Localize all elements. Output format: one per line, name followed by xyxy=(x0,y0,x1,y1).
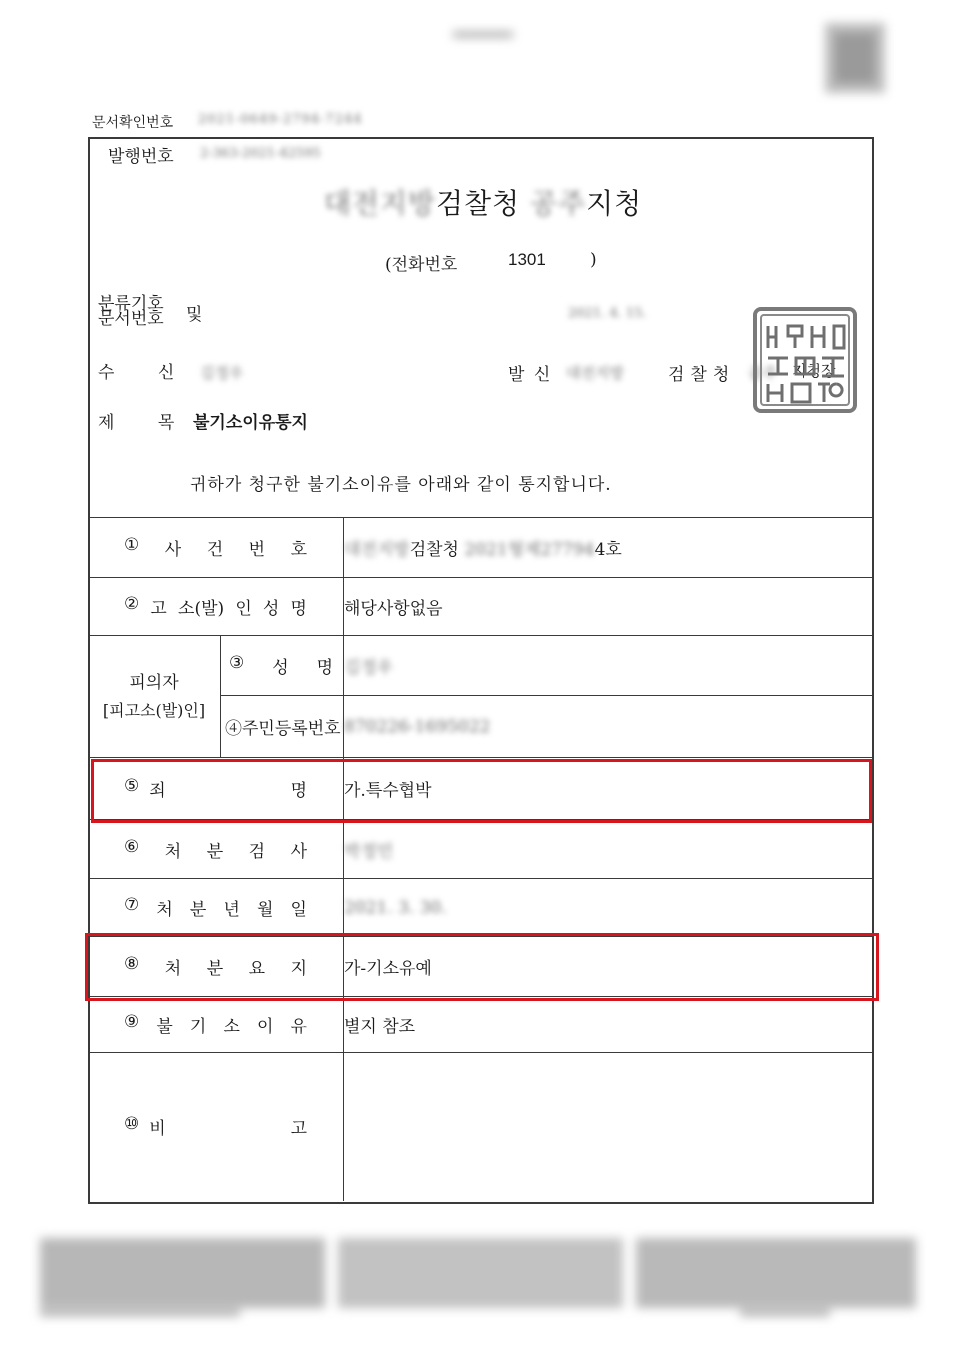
row-value-non-indictment-reason: 별지 참조 xyxy=(344,997,875,1053)
suspect-group-label: 피의자 [피고소(발)인] xyxy=(88,636,221,758)
classification-line-1: 분류기호 xyxy=(98,294,164,314)
agency-name-mid: 검찰청 xyxy=(435,187,521,220)
table-row xyxy=(88,636,874,696)
recipient-label: 수 신 xyxy=(98,363,175,383)
classification-and: 및 xyxy=(186,305,203,325)
row-value-disposition-summary: 가-기소유예 xyxy=(344,937,875,997)
table-row xyxy=(88,518,874,578)
row-label-remarks: ⑩ 비 고 xyxy=(88,1053,344,1201)
agency-name-blur: 대전지방 xyxy=(323,187,436,220)
highlight-charge-row xyxy=(91,759,872,823)
phone-number: 1301 xyxy=(508,250,546,269)
row-label-disposition-summary: ⑧ 처 분 요 지 xyxy=(88,937,344,997)
intro-text: 귀하가 청구한 불기소이유를 아래와 같이 통지합니다. xyxy=(190,475,612,495)
row-value-case-number: 대전지방검찰청 2021형제277944호 xyxy=(344,518,875,578)
phone-label: (전화번호 xyxy=(385,255,458,275)
classification-line-2: 문서번호 xyxy=(98,309,164,329)
highlight-disposition-row xyxy=(85,933,879,1001)
row-label-non-indictment-reason: ⑨ 불 기 소 이 유 xyxy=(88,997,344,1053)
header-smudge xyxy=(445,22,525,44)
table-row xyxy=(88,820,874,879)
row-value-name: 김정우 xyxy=(344,636,875,696)
doc-confirm-value: 2021-0649-2794-7244 xyxy=(198,112,363,127)
phone-close: ) xyxy=(590,250,597,270)
agency-name-post: 지청 xyxy=(586,187,643,220)
row-label-complainant: ② 고 소(발) 인 성 명 xyxy=(88,578,344,636)
row-value-disposition-date: 2021. 3. 30. xyxy=(344,879,875,937)
official-seal-icon xyxy=(752,306,858,414)
row-value-complainant: 해당사항없음 xyxy=(344,578,875,636)
row-label-case-number: ① 사 건 번 호 xyxy=(88,518,344,578)
issue-number-label: 발행번호 xyxy=(108,147,174,167)
issue-number-value: 2-363-2021-42595 xyxy=(200,146,321,161)
row-label-name: ③ 성 명 xyxy=(221,636,344,696)
doc-confirm-label: 문서확인번호 xyxy=(92,115,174,131)
subject-value: 불기소이유통지 xyxy=(193,413,308,433)
agency-title xyxy=(0,182,966,222)
sender-branch-blur: 공주 xyxy=(748,364,777,382)
footer-blurred-text xyxy=(40,1238,920,1318)
issue-date: 2021. 4. 15. xyxy=(568,306,647,321)
sender-name-blur: 대전지방 xyxy=(566,364,624,382)
recipient-value: 김정우 xyxy=(200,364,244,382)
sender-suffix: 검찰청 xyxy=(668,365,736,385)
notice-table xyxy=(88,517,874,1201)
row-value-resident-number: 870226-1695022 xyxy=(344,696,875,758)
table-row xyxy=(88,578,874,636)
row-label-disposition-date: ⑦ 처 분 년 월 일 xyxy=(88,879,344,937)
row-value-prosecutor: 박정민 xyxy=(344,820,875,879)
row-value-charge: 가.특수협박 xyxy=(344,758,875,820)
barcode-smudge xyxy=(820,18,890,98)
subject-label: 제 목 xyxy=(98,413,175,433)
row-value-remarks xyxy=(344,1053,875,1201)
sender-label: 발 신 xyxy=(508,365,553,385)
table-row xyxy=(88,879,874,937)
agency-branch-blur: 공주 xyxy=(530,187,587,220)
row-label-resident-number: ④주민등록번호 xyxy=(221,696,344,758)
table-row xyxy=(88,997,874,1053)
row-label-prosecutor: ⑥ 처 분 검 사 xyxy=(88,820,344,879)
table-row xyxy=(88,1053,874,1201)
sender-tail: 지청장 xyxy=(792,362,836,380)
classification-label xyxy=(98,294,164,329)
row-label-charge: ⑤ 죄 명 xyxy=(88,758,344,820)
